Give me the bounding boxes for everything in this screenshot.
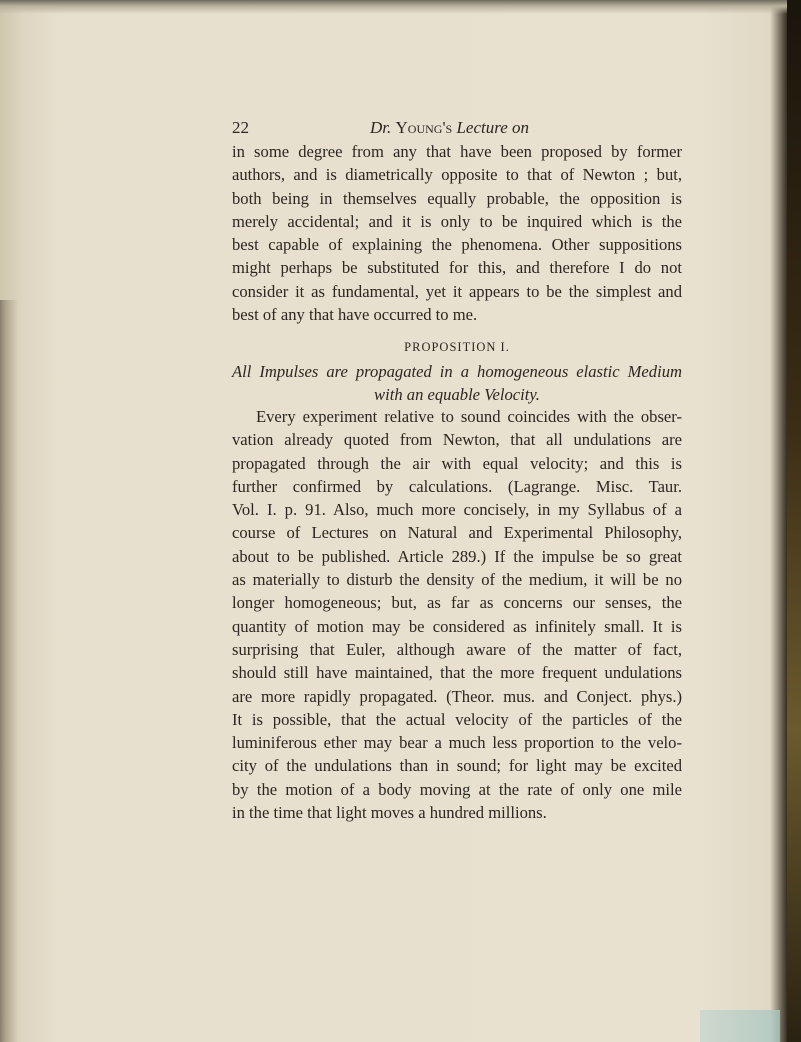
text-line: further confirmed by calculations. (Lagrange. Misc. Taur.: [232, 476, 682, 496]
text-line: propagated through the air with equal velocity; and this is: [232, 453, 682, 473]
text-line: course of Lectures on Natural and Experimental Philosophy,: [232, 523, 682, 543]
page-number: 22: [232, 118, 249, 137]
text-line: should still have maintained, that the more frequent undulations: [232, 663, 682, 683]
running-head: [370, 118, 529, 138]
text-line: in the time that light moves a hundred millions.: [232, 803, 547, 823]
running-head-suffix: Lecture on: [452, 118, 530, 137]
text-line: quantity of motion may be considered as infinitely small. It is: [232, 616, 682, 636]
text-line: best of any that have occurred to me.: [232, 305, 478, 325]
statement-line: with an equable Velocity.: [374, 385, 540, 404]
text-line: Every experiment relative to sound coincides with the obser-: [256, 407, 682, 426]
text-line: longer homogeneous; but, as far as concerns our senses, the: [232, 593, 682, 613]
text-line: both being in themselves equally probable, the opposition is: [232, 188, 682, 208]
running-head-name: Young's: [395, 118, 453, 137]
text-line: merely accidental; and it is only to be inquired which is the: [232, 211, 682, 231]
page-header: [232, 118, 682, 142]
text-line: as materially to disturb the density of the medium, it will be no: [232, 570, 682, 590]
text-line: It is possible, that the actual velocity of the particles of the: [232, 709, 682, 729]
page-right-edge: [787, 0, 801, 1042]
text-line: vation already quoted from Newton, that all undulations are: [232, 430, 682, 450]
text-line: are more rapidly propagated. (Theor. mus. and Conject. phys.): [232, 686, 682, 706]
top-edge-shadow: [0, 0, 801, 14]
running-head-prefix: Dr.: [370, 118, 396, 137]
text-line: consider it as fundamental, yet it appears to be the simplest and: [232, 281, 682, 301]
proposition-heading: PROPOSITION I.: [404, 340, 510, 354]
intro-paragraph: [232, 140, 682, 326]
statement-line: All Impulses are propagated in a homogeneous elastic Medium: [232, 362, 682, 381]
text-line: in some degree from any that have been proposed by former: [232, 142, 682, 161]
text-line: luminiferous ether may bear a much less proportion to the velo-: [232, 733, 682, 753]
text-line: might perhaps be substituted for this, and therefore I do not: [232, 258, 682, 278]
text-line: by the motion of a body moving at the rate of only one mile: [232, 779, 682, 799]
text-line: city of the undulations than in sound; for light may be excited: [232, 756, 682, 776]
main-paragraph: [232, 405, 682, 824]
color-tab: [700, 1010, 780, 1042]
text-line: about to be published. Article 289.) If the impulse be so great: [232, 546, 682, 566]
text-line: surprising that Euler, although aware of the matter of fact,: [232, 639, 682, 659]
text-line: authors, and is diametrically opposite to that of Newton ; but,: [232, 165, 682, 185]
proposition-statement: [232, 360, 682, 406]
text-line: Vol. I. p. 91. Also, much more concisely, in my Syllabus of a: [232, 500, 682, 520]
text-line: best capable of explaining the phenomena. Other suppositions: [232, 235, 682, 255]
binding-shadow: [0, 300, 18, 1042]
